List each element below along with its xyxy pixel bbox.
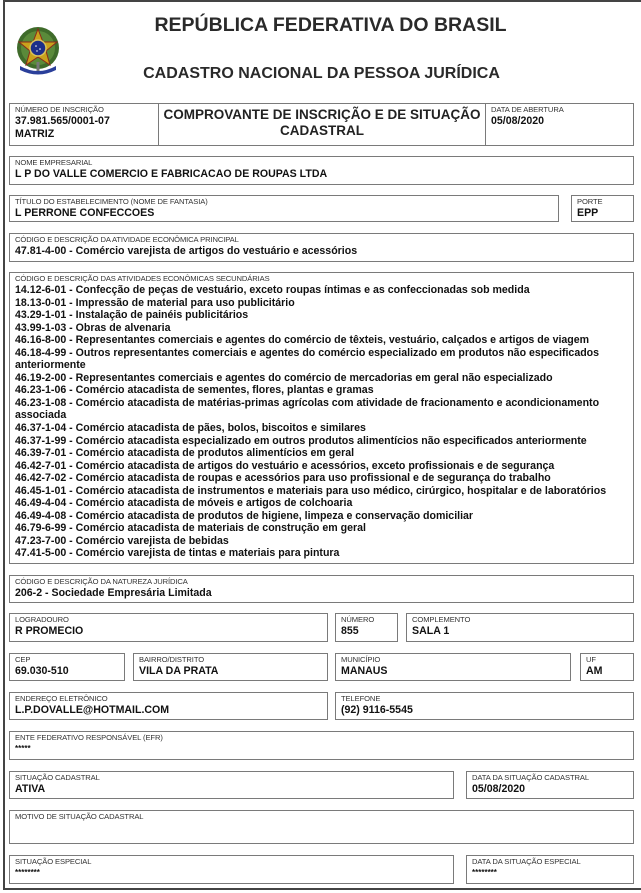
list-item: 43.29-1-01 - Instalação de painéis publicitários (15, 309, 249, 322)
numero-value: 855 (341, 625, 359, 637)
list-item: anteriormente (15, 359, 86, 372)
natureza-juridica-value: 206-2 - Sociedade Empresária Limitada (15, 587, 212, 599)
uf-value: AM (586, 665, 603, 677)
situacao-cadastral-label: SITUAÇÃO CADASTRAL (15, 773, 100, 782)
situacao-especial-box (9, 855, 454, 884)
data-situacao-especial-box (466, 855, 634, 884)
list-item: 46.39-7-01 - Comércio atacadista de produtos alimentícios em geral (15, 447, 355, 460)
situacao-cadastral-value: ATIVA (15, 783, 46, 795)
tipo-value: MATRIZ (15, 128, 55, 140)
natureza-juridica-label: CÓDIGO E DESCRIÇÃO DA NATUREZA JURÍDICA (15, 577, 188, 586)
cnpj-value: 37.981.565/0001-07 (15, 115, 110, 127)
telefone-box (335, 692, 634, 720)
email-value: L.P.DOVALLE@HOTMAIL.COM (15, 704, 170, 716)
atividades-secundarias-list (15, 284, 629, 560)
list-item: 46.45-1-01 - Comércio atacadista de instrumentos e materiais para uso médico, cirúrgico, hospitalar e de laboratórios (15, 484, 607, 497)
data-situacao-cadastral-box (466, 771, 634, 799)
porte-box (571, 195, 634, 222)
atividades-secundarias-box (9, 272, 634, 564)
inscricao-label: NÚMERO DE INSCRIÇÃO (15, 105, 104, 114)
natureza-juridica-box (9, 575, 634, 603)
list-item: 43.99-1-03 - Obras de alvenaria (15, 321, 171, 334)
list-item: 46.42-7-02 - Comércio atacadista de roupas e acessórios para uso profissional e de segurança do trabalho (15, 472, 551, 485)
page-title: REPÚBLICA FEDERATIVA DO BRASIL (154, 14, 507, 36)
list-item: 46.23-1-06 - Comércio atacadista de sementes, flores, plantas e gramas (15, 384, 374, 397)
telefone-value: (92) 9116-5545 (341, 704, 413, 716)
complemento-box (406, 613, 634, 642)
data-situacao-especial-label: DATA DA SITUAÇÃO ESPECIAL (472, 857, 581, 866)
abertura-value: 05/08/2020 (491, 115, 545, 127)
abertura-label: DATA DE ABERTURA (491, 105, 564, 114)
numero-box (335, 613, 398, 642)
logradouro-box (9, 613, 328, 642)
list-item: 47.23-7-00 - Comércio varejista de bebidas (15, 534, 229, 547)
efr-value: ***** (15, 744, 31, 753)
nome-empresarial-box (9, 156, 634, 185)
nome-empresarial-value: L P DO VALLE COMERCIO E FABRICACAO DE ROUPAS LTDA (15, 168, 328, 180)
porte-value: EPP (577, 207, 599, 219)
email-label: ENDEREÇO ELETRÔNICO (15, 694, 108, 703)
list-item: 46.16-8-00 - Representantes comerciais e agentes do comércio de têxteis, vestuário, calçados e artigos de viagem (15, 334, 590, 347)
list-item: associada (15, 409, 67, 422)
municipio-label: MUNICÍPIO (341, 655, 381, 664)
titulo-box (9, 195, 559, 222)
list-item: 47.41-5-00 - Comércio varejista de tintas e materiais para pintura (15, 547, 340, 560)
situacao-especial-label: SITUAÇÃO ESPECIAL (15, 857, 92, 866)
atividades-secundarias-label: CÓDIGO E DESCRIÇÃO DAS ATIVIDADES ECONÔMICAS SECUNDÁRIAS (15, 274, 270, 283)
list-item: 46.42-7-01 - Comércio atacadista de artigos do vestuário e acessórios, exceto profissionais e de segurança (15, 459, 555, 472)
data-situacao-cadastral-label: DATA DA SITUAÇÃO CADASTRAL (472, 773, 589, 782)
cep-box (9, 653, 125, 681)
motivo-label: MOTIVO DE SITUAÇÃO CADASTRAL (15, 812, 144, 821)
abertura-box (485, 103, 634, 146)
situacao-especial-value: ******** (15, 868, 40, 877)
telefone-label: TELEFONE (341, 694, 381, 703)
data-situacao-especial-value: ******** (472, 868, 497, 877)
nome-empresarial-label: NOME EMPRESARIAL (15, 158, 93, 167)
inscricao-box (9, 103, 159, 146)
atividade-principal-label: CÓDIGO E DESCRIÇÃO DA ATIVIDADE ECONÔMICA PRINCIPAL (15, 235, 239, 244)
list-item: 14.12-6-01 - Confecção de peças de vestuário, exceto roupas íntimas e as confeccionadas sob medida (15, 284, 530, 296)
logradouro-label: LOGRADOURO (15, 615, 69, 624)
efr-label: ENTE FEDERATIVO RESPONSÁVEL (EFR) (15, 733, 163, 742)
list-item: 46.49-4-04 - Comércio atacadista de móveis e artigos de colchoaria (15, 497, 353, 510)
list-item: 46.37-1-99 - Comércio atacadista especializado em outros produtos alimentícios não especificados anteriormente (15, 434, 587, 447)
bairro-box (133, 653, 328, 681)
complemento-label: COMPLEMENTO (412, 615, 471, 624)
page-subtitle: CADASTRO NACIONAL DA PESSOA JURÍDICA (143, 65, 500, 82)
email-box (9, 692, 328, 720)
comprovante-title (159, 107, 485, 138)
list-item: 46.18-4-99 - Outros representantes comerciais e agentes do comércio especializado em produtos não especificados (15, 346, 600, 359)
numero-label: NÚMERO (341, 615, 375, 624)
motivo-box (9, 810, 634, 844)
titulo-label: TÍTULO DO ESTABELECIMENTO (NOME DE FANTASIA) (15, 197, 208, 206)
efr-box (9, 731, 634, 760)
comprovante-title-line2: CADASTRAL (280, 122, 364, 138)
logradouro-value: R PROMECIO (15, 625, 84, 637)
list-item: 18.13-0-01 - Impressão de material para uso publicitário (15, 296, 295, 309)
municipio-box (335, 653, 571, 681)
bairro-value: VILA DA PRATA (139, 665, 219, 677)
cep-label: CEP (15, 655, 31, 664)
list-item: 46.19-2-00 - Representantes comerciais e agentes do comércio de mercadorias em geral não especializado (15, 371, 553, 384)
situacao-cadastral-box (9, 771, 454, 799)
comprovante-title-line1: COMPROVANTE DE INSCRIÇÃO E DE SITUAÇÃO (163, 107, 481, 122)
titulo-value: L PERRONE CONFECCOES (15, 207, 155, 219)
uf-box (580, 653, 634, 681)
list-item: 46.49-4-08 - Comércio atacadista de produtos de higiene, limpeza e conservação domiciliar (15, 509, 474, 522)
porte-label: PORTE (577, 197, 603, 206)
complemento-value: SALA 1 (412, 625, 450, 637)
list-item: 46.79-6-99 - Comércio atacadista de materiais de construção em geral (15, 522, 366, 535)
bairro-label: BAIRRO/DISTRITO (139, 655, 205, 664)
atividade-principal-box (9, 233, 634, 262)
list-item: 46.37-1-04 - Comércio atacadista de pães, bolos, biscoitos e similares (15, 422, 366, 435)
list-item: 46.23-1-08 - Comércio atacadista de matérias-primas agrícolas com atividade de fracionamento e acondicionamento (15, 396, 600, 409)
municipio-value: MANAUS (341, 665, 388, 677)
data-situacao-cadastral-value: 05/08/2020 (472, 783, 526, 795)
comprovante-title-box (158, 103, 486, 146)
uf-label: UF (586, 655, 596, 664)
cep-value: 69.030-510 (15, 665, 69, 677)
atividade-principal-value: 47.81-4-00 - Comércio varejista de artigos do vestuário e acessórios (15, 245, 358, 257)
